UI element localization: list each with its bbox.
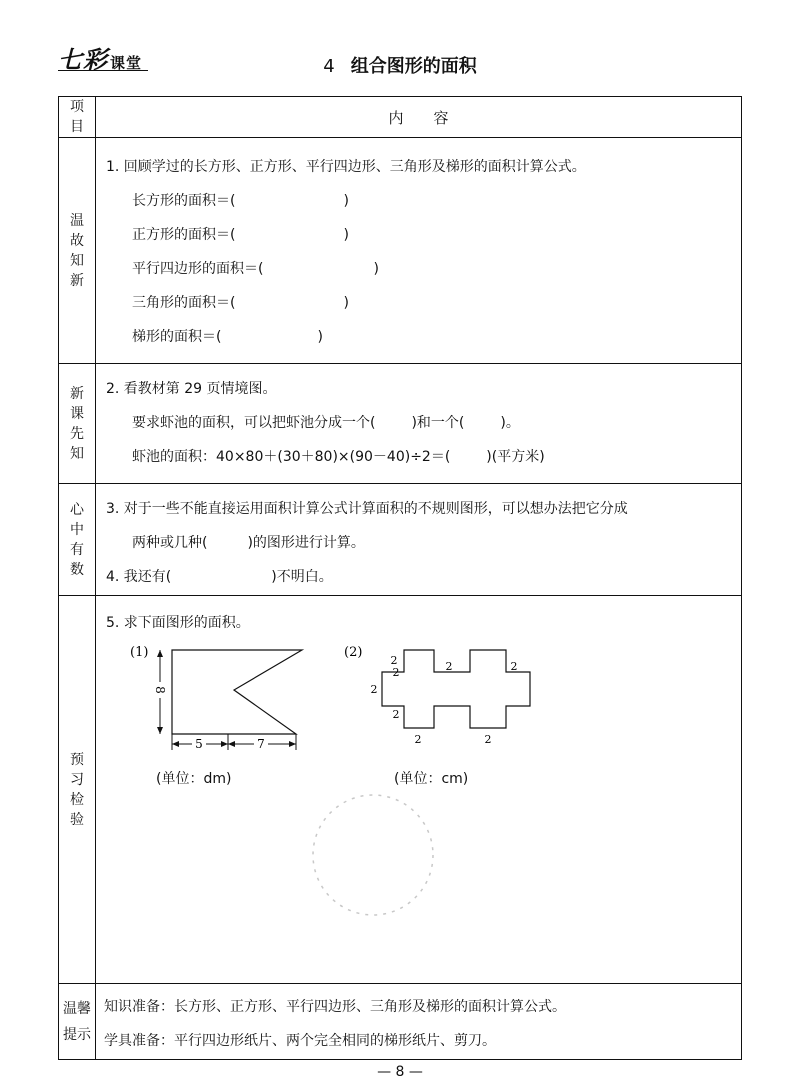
formula-square: 正方形的面积＝( ) xyxy=(132,227,349,243)
svg-text:2: 2 xyxy=(370,683,378,696)
svg-text:2: 2 xyxy=(510,660,518,673)
figure-1-height-label: 8 xyxy=(153,686,167,694)
header-content-col: 内 容 xyxy=(96,97,742,138)
section-label-mind: 心中有数 xyxy=(59,484,96,596)
tip-knowledge: 知识准备：长方形、正方形、平行四边形、三角形及梯形的面积计算公式。 xyxy=(104,999,566,1015)
figure-1-tag: (1) xyxy=(130,645,149,660)
section-label-review: 温故知新 xyxy=(59,138,96,364)
question-2-split: 要求虾池的面积，可以把虾池分成一个( )和一个( )。 xyxy=(132,415,520,431)
formula-triangle: 三角形的面积＝( ) xyxy=(132,295,349,311)
section-tips xyxy=(96,984,742,1060)
formula-trapezoid: 梯形的面积＝( ) xyxy=(132,329,323,345)
figure-2-shape xyxy=(382,650,530,728)
question-2: 2. 看教材第 29 页情境图。 xyxy=(106,381,277,397)
figure-2-unit: (单位：cm) xyxy=(394,771,469,787)
svg-text:2: 2 xyxy=(414,733,422,746)
svg-text:2: 2 xyxy=(445,660,453,673)
svg-text:2: 2 xyxy=(392,708,400,721)
svg-text:2: 2 xyxy=(390,654,398,667)
section-mind xyxy=(96,484,742,596)
formula-rect: 长方形的面积＝( ) xyxy=(132,193,349,209)
section-review xyxy=(96,138,742,364)
watermark-seal xyxy=(308,790,438,920)
section-label-tips: 温馨 提示 xyxy=(59,984,96,1060)
svg-text:2: 2 xyxy=(484,733,492,746)
figure-2-tag: (2) xyxy=(344,645,363,660)
page-number: — 8 — xyxy=(377,1064,423,1080)
brand-logo: 七彩 课堂 xyxy=(58,45,143,74)
lesson-number: 4 xyxy=(323,56,335,77)
svg-text:2: 2 xyxy=(392,666,400,679)
figure-1-left-label: 5 xyxy=(195,737,203,751)
question-2-area: 虾池的面积：40×80＋(30＋80)×(90－40)÷2＝( )(平方米) xyxy=(132,449,545,465)
formula-parallelogram: 平行四边形的面积＝( ) xyxy=(132,261,379,277)
question-5: 5. 求下面图形的面积。 xyxy=(106,615,250,631)
question-3: 3. 对于一些不能直接运用面积计算公式计算面积的不规则图形，可以想办法把它分成 xyxy=(106,501,628,517)
figure-2-diagram xyxy=(342,642,552,762)
figure-1-unit: (单位：dm) xyxy=(156,771,232,787)
lesson-title: 组合图形的面积 xyxy=(350,56,477,77)
section-label-preview: 预习检验 xyxy=(59,596,96,984)
figure-1-shape xyxy=(172,650,302,734)
question-1: 1. 回顾学过的长方形、正方形、平行四边形、三角形及梯形的面积计算公式。 xyxy=(106,159,586,175)
tip-materials: 学具准备：平行四边形纸片、两个完全相同的梯形纸片、剪刀。 xyxy=(104,1033,496,1049)
section-label-new: 新课先知 xyxy=(59,364,96,484)
question-4: 4. 我还有( )不明白。 xyxy=(106,569,333,585)
header-item-col: 项目 xyxy=(59,97,96,138)
page-title xyxy=(0,52,800,78)
question-3-cont: 两种或几种( )的图形进行计算。 xyxy=(132,535,365,551)
section-new xyxy=(96,364,742,484)
figure-1-right-label: 7 xyxy=(257,737,265,751)
